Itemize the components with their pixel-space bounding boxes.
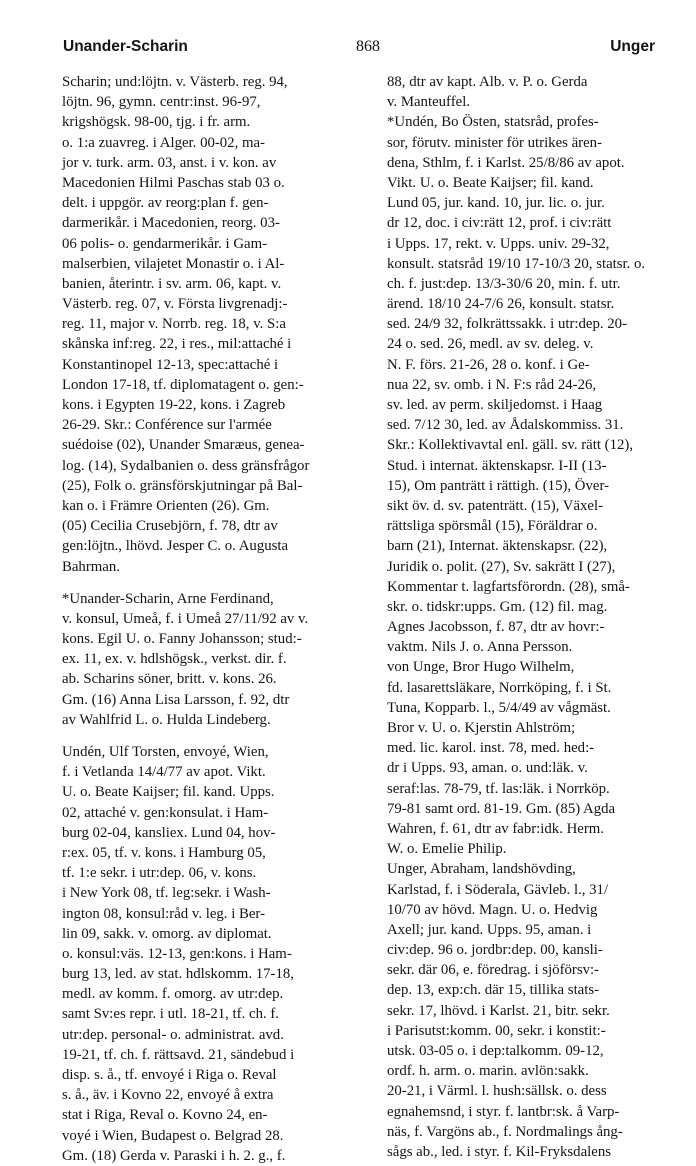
text-line: Undén, Ulf Torsten, envoyé, Wien,: [62, 744, 269, 760]
text-line: Gm. (16) Anna Lisa Larsson, f. 92, dtr: [62, 691, 290, 708]
text-line: reg. 11, major v. Norrb. reg. 18, v. S:a: [62, 316, 286, 333]
text-line: kons. Egil U. o. Fanny Johansson; stud:-: [62, 631, 302, 648]
text-line: 06 polis- o. gendarmerikår. i Gam-: [62, 235, 268, 252]
text-line: dr i Upps. 93, aman. o. und:läk. v.: [387, 760, 588, 777]
text-line: sågs ab., led. i styr. f. Kil-Fryksdalens: [387, 1143, 611, 1160]
running-head-right: Unger: [610, 38, 655, 55]
text-line: 19-21, tf. ch. f. rättsavd. 21, sändebud i: [62, 1046, 295, 1063]
text-line: fd. lasarettsläkare, Norrköping, f. i St.: [387, 679, 612, 696]
text-line: Vikt. U. o. Beate Kaijser; fil. kand.: [387, 174, 594, 191]
text-line: civ:dep. 96 o. jordbr:dep. 00, kansli-: [387, 942, 603, 959]
text-line: sekr. 17, lhövd. i Karlst. 21, bitr. sekr.: [387, 1002, 610, 1019]
text-line: skr. o. tidskr:upps. Gm. (12) fil. mag.: [387, 598, 608, 615]
text-line: samt Sv:es repr. i utl. 18-21, tf. ch. f.: [62, 1006, 279, 1023]
text-line: darmerikår. i Macedonien, reorg. 03-: [62, 215, 280, 232]
text-line: 88, dtr av kapt. Alb. v. P. o. Gerda: [387, 74, 588, 90]
text-line: (25), Folk o. gränsförskjutningar på Bal-: [62, 477, 303, 494]
text-line: 79-81 samt ord. 81-19. Gm. (85) Agda: [387, 800, 616, 817]
entry-gap: [62, 730, 364, 742]
text-line: tf. 1:e sekr. i utr:dep. 06, v. kons.: [62, 865, 257, 882]
text-line: 20-21, i Värml. l. hush:sällsk. o. dess: [387, 1083, 607, 1100]
text-line: med. lic. karol. inst. 78, med. hed:-: [387, 740, 595, 757]
text-line: jor v. turk. arm. 03, anst. i v. kon. av: [62, 154, 277, 171]
text-line: Kommentar t. lagfartsförordn. (28), små-: [387, 578, 630, 595]
text-line: rättsliga spörsmål (15), Föräldrar o.: [387, 518, 598, 535]
text-line: utsk. 03-05 o. i dep:talkomm. 09-12,: [387, 1043, 604, 1059]
left-column: [62, 72, 364, 1166]
text-line: disp. s. å., tf. envoyé i Riga o. Reval: [62, 1067, 277, 1083]
text-line: lin 09, sakk. v. omorg. av diplomat.: [62, 925, 272, 942]
text-line: stat i Riga, Reval o. Kovno 24, en-: [62, 1107, 268, 1124]
text-line: suédoise (02), Unander Smaræus, genea-: [62, 437, 305, 454]
text-line: dr 12, doc. i civ:rätt 12, prof. i civ:rätt: [387, 215, 612, 232]
text-line: burg 13, led. av stat. hdlskomm. 17-18,: [62, 966, 294, 983]
text-line: egnahemsnd, i styr. f. lantbr:sk. å Varp-: [387, 1103, 620, 1120]
text-line: av Wahlfrid L. o. Hulda Lindeberg.: [62, 711, 271, 728]
text-line: W. o. Emelie Philip.: [387, 841, 507, 858]
text-line: dena, Sthlm, f. i Karlst. 25/8/86 av apot.: [387, 154, 625, 171]
text-line: (05) Cecilia Crusebjörn, f. 78, dtr av: [62, 518, 278, 535]
text-line: medl. av komm. f. omorg. av utr:dep.: [62, 986, 284, 1003]
text-line: sikt öv. d. sv. patenträtt. (15), Växel-: [387, 497, 604, 514]
text-line: konsult. statsråd 19/10 17-10/3 20, statsr. o.: [387, 255, 646, 272]
text-line: Västerb. reg. 07, v. Första livgrenadj:-: [62, 296, 288, 313]
text-line: 24 o. sed. 26, medl. av sv. deleg. v.: [387, 336, 594, 353]
text-line: ordf. h. arm. o. marin. avlön:sakk.: [387, 1063, 589, 1080]
text-line: kan o. i Främre Orienten (26). Gm.: [62, 497, 270, 514]
text-line: log. (14), Sydalbanien o. dess gränsfrågor: [62, 457, 310, 474]
text-line: s. å., äv. i Kovno 22, envoyé å extra: [62, 1087, 274, 1104]
text-line: barn (21), Internat. äktenskapsr. (22),: [387, 538, 608, 555]
text-line: ch. f. just:dep. 13/3-30/6 20, min. f. utr.: [387, 275, 621, 292]
text-line: näs, f. Vargöns ab., f. Nordmalings ång-: [387, 1123, 623, 1140]
text-line: malserbien, vilajetet Monastir o. i Al-: [62, 255, 285, 272]
text-line: 26-29. Skr.: Conférence sur l'armée: [62, 417, 272, 434]
text-line: *Undén, Bo Östen, statsråd, profes-: [387, 114, 599, 131]
text-line: delt. i uppgör. av reorg:plan f. gen-: [62, 195, 269, 212]
text-line: f. i Vetlanda 14/4/77 av apot. Vikt.: [62, 764, 266, 781]
text-line: burg 02-04, kansliex. Lund 04, hov-: [62, 824, 276, 841]
text-line: Bahrman.: [62, 558, 120, 575]
text-line: von Unge, Bror Hugo Wilhelm,: [387, 659, 575, 676]
text-line: Bror v. U. o. Kjerstin Ahlström;: [387, 720, 576, 736]
text-line: gen:löjtn., lhövd. Jesper C. o. Augusta: [62, 538, 289, 555]
text-line: v. Manteuffel.: [387, 94, 471, 111]
text-line: vaktm. Nils J. o. Anna Persson.: [387, 639, 573, 656]
text-line: ärend. 18/10 24-7/6 26, konsult. statsr.: [387, 296, 615, 313]
text-line: sor, förutv. minister för utrikes ären-: [387, 134, 602, 151]
text-line: 02, attaché v. gen:konsulat. i Ham-: [62, 804, 269, 821]
text-line: r:ex. 05, tf. v. kons. i Hamburg 05,: [62, 844, 266, 861]
text-line: ington 08, konsul:råd v. leg. i Ber-: [62, 905, 265, 922]
page-number: 868: [356, 38, 380, 55]
text-line: i New York 08, tf. leg:sekr. i Wash-: [62, 885, 271, 902]
text-line: voyé i Wien, Budapest o. Belgrad 28.: [62, 1127, 284, 1144]
text-line: Juridik o. polit. (27), Sv. sakrätt I (27),: [387, 558, 616, 575]
text-line: utr:dep. personal- o. administrat. avd.: [62, 1026, 284, 1043]
text-line: 10/70 av hövd. Magn. U. o. Hedvig: [387, 901, 598, 918]
text-line: kons. i Egypten 19-22, kons. i Zagreb: [62, 397, 286, 413]
text-line: i Parisutst:komm. 00, sekr. i konstit:-: [387, 1022, 606, 1039]
right-column: [387, 72, 670, 1162]
text-line: i Upps. 17, rekt. v. Upps. univ. 29-32,: [387, 235, 610, 252]
text-line: sed. 24/9 32, folkrättssakk. i utr:dep. 20-: [387, 316, 628, 333]
text-line: Lund 05, jur. kand. 10, jur. lic. o. jur.: [387, 195, 605, 212]
text-line: skånska inf:reg. 22, i res., mil:attaché i: [62, 336, 292, 353]
text-line: krigshögsk. 98-00, tjg. i fr. arm.: [62, 114, 251, 131]
text-line: Macedonien Hilmi Paschas stab 03 o.: [62, 174, 285, 191]
text-line: sed. 7/12 30, led. av Ådalskommiss. 31.: [387, 417, 624, 434]
text-line: ab. Scharins söner, britt. v. kons. 26.: [62, 671, 277, 688]
text-line: Skr.: Kollektivavtal enl. gäll. sv. rätt (12),: [387, 437, 634, 454]
text-line: o. konsul:väs. 12-13, gen:kons. i Ham-: [62, 945, 292, 962]
running-head-left: Unander-Scharin: [63, 38, 188, 55]
text-line: dep. 13, exp:ch. där 15, tillika stats-: [387, 982, 600, 999]
entry-gap: [62, 577, 364, 589]
text-line: seraf:las. 78-79, tf. las:läk. i Norrköp.: [387, 780, 610, 797]
text-line: o. 1:a zuavreg. i Alger. 00-02, ma-: [62, 134, 265, 151]
text-line: Wahren, f. 61, dtr av fabr:idk. Herm.: [387, 820, 604, 837]
text-line: nua 22, sv. omb. i N. F:s råd 24-26,: [387, 376, 597, 393]
text-line: sv. led. av perm. skiljedomst. i Haag: [387, 397, 603, 413]
text-line: Karlstad, f. i Söderala, Gävleb. l., 31/: [387, 881, 609, 898]
text-line: London 17-18, tf. diplomatagent o. gen:-: [62, 376, 304, 393]
text-line: löjtn. 96, gymn. centr:inst. 96-97,: [62, 94, 261, 111]
text-line: sekr. där 06, e. föredrag. i sjöförsv:-: [387, 962, 600, 979]
text-line: v. konsul, Umeå, f. i Umeå 27/11/92 av v.: [62, 610, 309, 627]
text-line: banien, återintr. i sv. arm. 06, kapt. v.: [62, 275, 282, 292]
text-line: Konstantinopel 12-13, spec:attaché i: [62, 356, 279, 373]
text-line: Agnes Jacobsson, f. 87, dtr av hovr:-: [387, 619, 605, 636]
text-line: ex. 11, ex. v. hdlshögsk., verkst. dir. f.: [62, 651, 287, 668]
text-line: *Unander-Scharin, Arne Ferdinand,: [62, 590, 274, 607]
text-line: 15), Om panträtt i rättigh. (15), Över-: [387, 477, 610, 494]
text-line: N. F. förs. 21-26, 28 o. konf. i Ge-: [387, 356, 590, 373]
text-line: Gm. (18) Gerda v. Paraski i h. 2. g., f.: [62, 1147, 286, 1164]
text-line: Tuna, Kopparb. l., 5/4/49 av vågmäst.: [387, 699, 611, 716]
text-line: U. o. Beate Kaijser; fil. kand. Upps.: [62, 784, 275, 801]
text-line: Unger, Abraham, landshövding,: [387, 861, 576, 878]
text-line: Axell; jur. kand. Upps. 95, aman. i: [387, 921, 592, 938]
text-line: Scharin; und:löjtn. v. Västerb. reg. 94,: [62, 74, 288, 90]
text-line: Stud. i internat. äktenskapsr. I-II (13-: [387, 457, 607, 474]
